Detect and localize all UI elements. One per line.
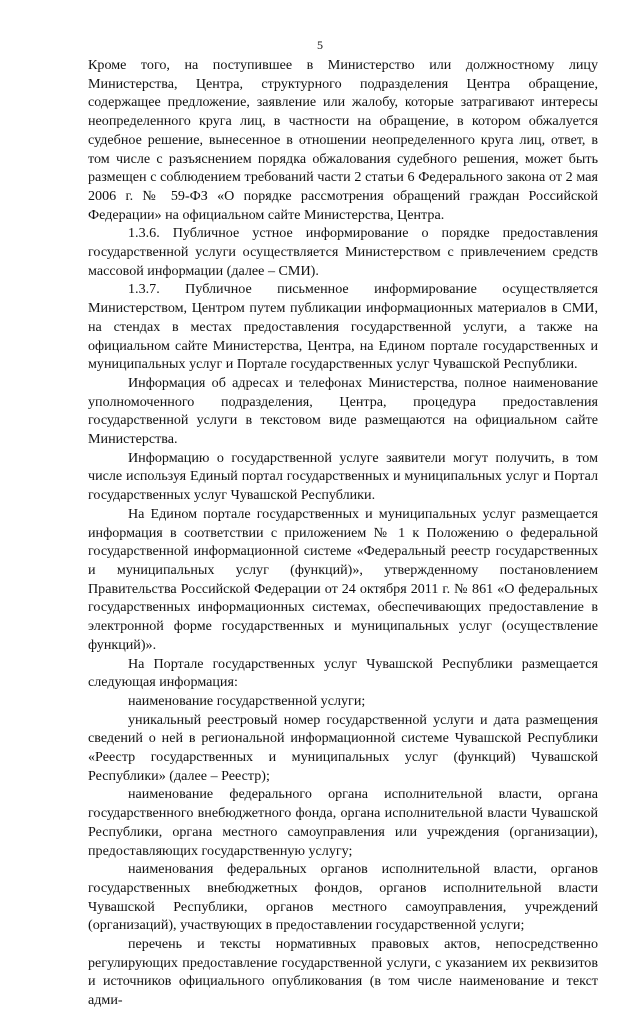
paragraph-5: Информацию о государственной услуге заявители могут получить, в том числе используя Единый портал государственных и муниципальных услуг и Портал государственных услуг Чувашской Республики.: [88, 449, 598, 504]
body-text: [88, 56, 598, 1010]
paragraph-1: Кроме того, на поступившее в Министерство или должностному лицу Министерства, Центра, структурного подразделения Центра обращение, содержащее предложение, заявление или жалобу, которые затрагивают интересы неопределенного круга лиц, в частности на обращение, в котором обжалуется судебное решение, вынесенное в отношении неопределенного круга лиц, ответ, в том числе с разъяснением порядка обжалования судебного решения, может быть размещен с соблюдением требований части 2 статьи 6 Федерального закона от 2 мая 2006 г. № 59-ФЗ «О порядке рассмотрения обращений граждан Российской Федерации» на официальном сайте Министерства, Центра.: [88, 57, 598, 223]
paragraph-2: 1.3.6. Публичное устное информирование о порядке предоставления государственной услуги осуществляется Министерством с привлечением средств массовой информации (далее – СМИ).: [88, 225, 598, 279]
list-item-1: наименование государственной услуги;: [128, 692, 366, 709]
paragraph-6: На Едином портале государственных и муниципальных услуг размещается информация в соответствии с приложением № 1 к Положению о федеральной государственной информационной системе «Федеральный реестр государственных и муниципальных услуг (функций)», утвержденному постановлением Правительства Российской Федерации от 24 октября 2011 г. № 861 «О федеральных государственных информационных системах, обеспечивающих предоставление в электронной форме государственных и муниципальных услуг (осуществление функций)».: [88, 505, 598, 653]
paragraph-7: На Портале государственных услуг Чувашской Республики размещается следующая информация:: [88, 655, 598, 691]
list-item-5: перечень и тексты нормативных правовых актов, непосредственно регулирующих предоставление государственной услуги, с указанием их реквизитов и источников официального опубликования (в том числе наименование и текст адми-: [88, 936, 598, 1009]
paragraph-4: Информация об адресах и телефонах Министерства, полное наименование уполномоченного подразделения, Центра, процедура предоставления государственной услуги в текстовом виде размещаются на официальном сайте Министерства.: [88, 374, 598, 448]
page-number: 5: [317, 38, 323, 52]
list-item-3: наименование федерального органа исполнительной власти, органа государственного внебюджетного фонда, органа исполнительной власти Чувашской Республики, органа местного самоуправления или учреждения (организации), предоставляющих государственную услугу;: [88, 786, 598, 859]
paragraph-3: 1.3.7. Публичное письменное информирование осуществляется Министерством, Центром путем публикации информационных материалов в СМИ, на стендах в местах предоставления государственной услуги, а также на официальном сайте Министерства, Центра, на Едином портале государственных и муниципальных услуг и Портале государственных услуг Чувашской Республики.: [88, 281, 598, 373]
list-item-2: уникальный реестровый номер государственной услуги и дата размещения сведений о ней в региональной информационной системе Чувашской Республики «Реестр государственных и муниципальных услуг (функций) Чувашской Республики» (далее – Реестр);: [88, 711, 598, 784]
list-item-4: наименования федеральных органов исполнительной власти, органов государственных внебюджетных фондов, органов исполнительной власти Чувашской Республики, органов местного самоуправления, учреждений (организаций), участвующих в предоставлении государственной услуги;: [88, 861, 598, 934]
